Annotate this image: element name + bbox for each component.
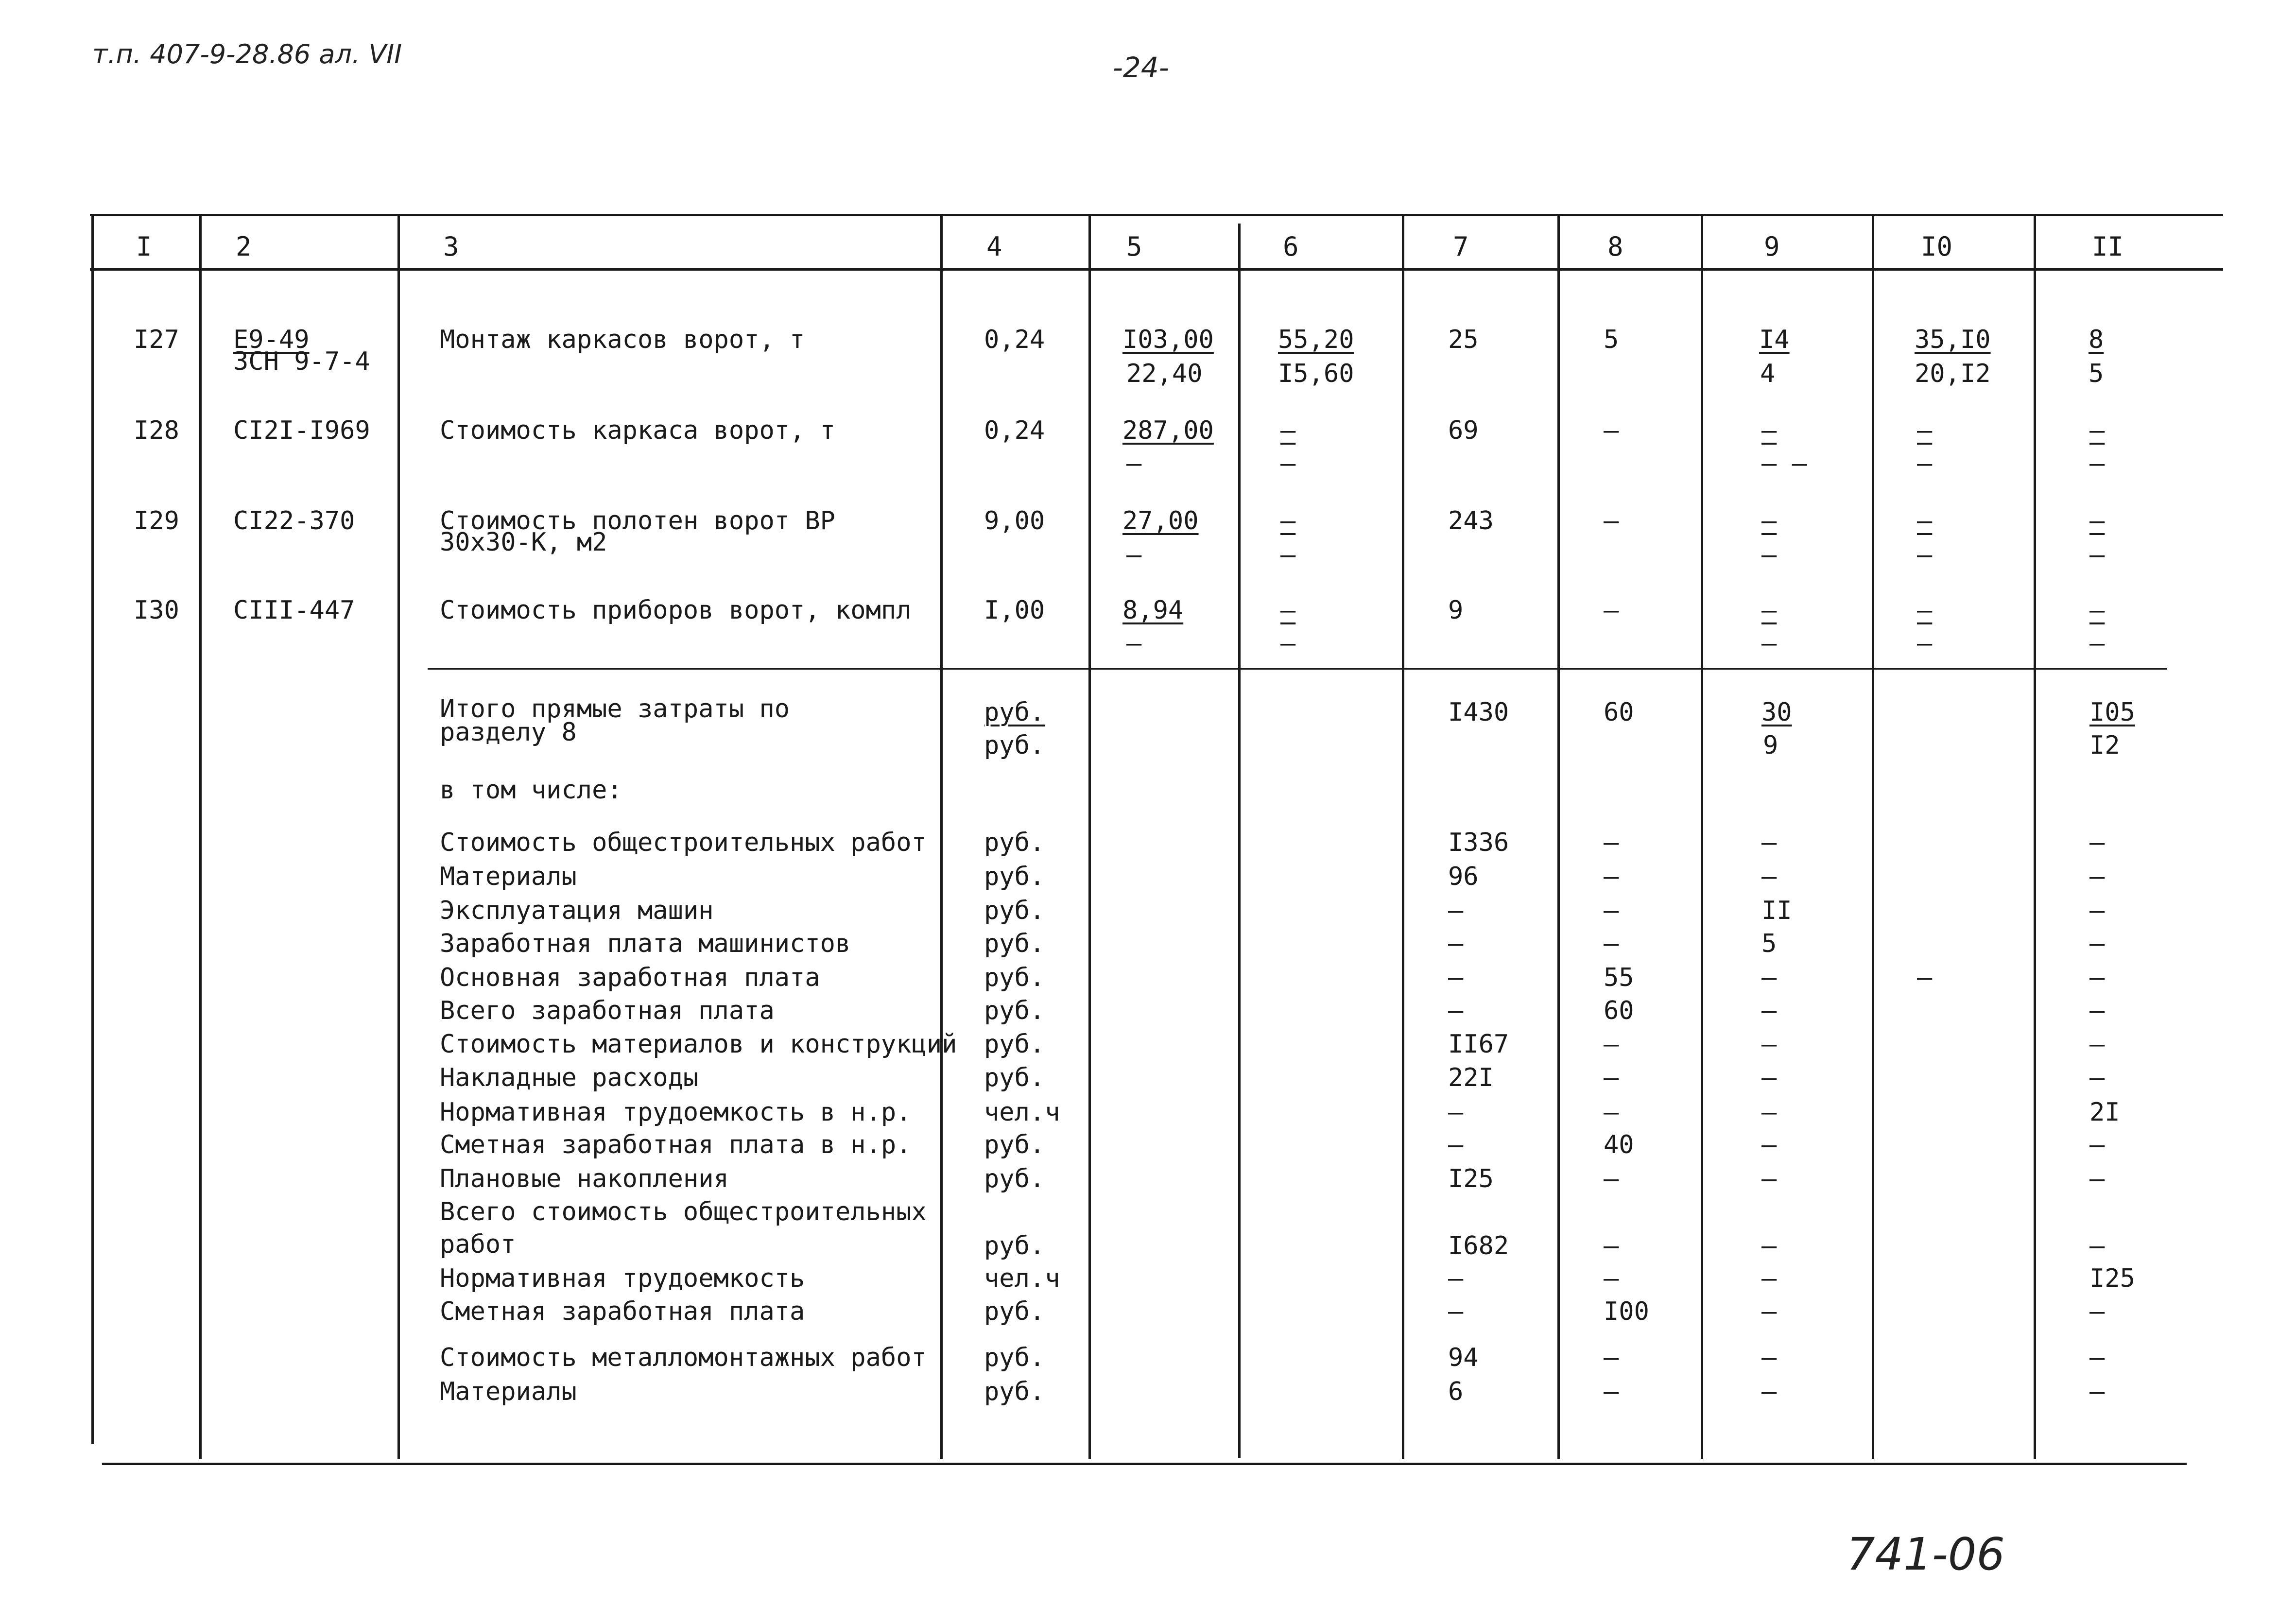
summary-unit: руб. bbox=[984, 963, 1045, 992]
summary-col8: – bbox=[1604, 1231, 1619, 1261]
summary-label: Стоимость общестроительных работ bbox=[440, 828, 927, 857]
summary-label: Материалы bbox=[440, 1377, 577, 1406]
summary-col11: – bbox=[2089, 896, 2105, 925]
summary-col11: I25 bbox=[2089, 1264, 2135, 1293]
summary-col11: – bbox=[2089, 929, 2105, 958]
col-border-4 bbox=[1088, 215, 1091, 1459]
summary-label: Стоимость материалов и конструкций bbox=[440, 1030, 957, 1059]
summary-col11: – bbox=[2089, 1297, 2105, 1326]
column-header: 9 bbox=[1764, 231, 1780, 262]
summary-label: Плановые накопления bbox=[440, 1164, 729, 1193]
col-border-5 bbox=[1238, 224, 1241, 1458]
summary-col7: – bbox=[1448, 896, 1464, 925]
summary-col7: – bbox=[1448, 963, 1464, 992]
summary-col7: – bbox=[1448, 1098, 1464, 1127]
summary-col8: 55 bbox=[1604, 963, 1634, 992]
summary-col9: – bbox=[1761, 1030, 1777, 1059]
summary-label: Эксплуатация машин bbox=[440, 896, 714, 925]
col-border-10 bbox=[2034, 215, 2036, 1459]
summary-col9: 5 bbox=[1761, 929, 1777, 958]
table-bottom-rule bbox=[102, 1463, 2187, 1465]
cell-col10: 35,I0 bbox=[1915, 325, 1991, 354]
row-quantity: 0,24 bbox=[984, 325, 1045, 354]
cell-col6: 55,20 bbox=[1278, 325, 1354, 354]
cell-col6: – bbox=[1280, 540, 1296, 570]
column-header: 7 bbox=[1453, 231, 1469, 262]
summary-unit: чел.ч bbox=[984, 1098, 1060, 1127]
row-number: I30 bbox=[134, 596, 179, 625]
row-number: I28 bbox=[134, 416, 179, 445]
cell-col9: – bbox=[1761, 416, 1777, 445]
summary-unit: руб. bbox=[984, 996, 1045, 1025]
summary-col8: – bbox=[1604, 862, 1619, 891]
cell-col6: – bbox=[1280, 596, 1296, 625]
summary-col7: 22I bbox=[1448, 1063, 1494, 1092]
cell-col8: 5 bbox=[1604, 325, 1619, 354]
handwritten-code: 741-06 bbox=[1847, 1528, 2005, 1580]
summary-col11: – bbox=[2089, 1343, 2105, 1372]
cell-col6: – bbox=[1280, 416, 1296, 445]
summary-col8: – bbox=[1604, 929, 1619, 958]
row-code: СIII-447 bbox=[233, 596, 355, 625]
column-header: 2 bbox=[236, 231, 252, 262]
col-border-left bbox=[91, 215, 94, 1444]
cell-col10: 20,I2 bbox=[1915, 359, 1991, 388]
cell-col6: I5,60 bbox=[1278, 359, 1354, 388]
summary-col8: – bbox=[1604, 1377, 1619, 1406]
summary-col9: – bbox=[1761, 1264, 1777, 1293]
summary-label: работ bbox=[440, 1230, 516, 1259]
col-border-7 bbox=[1557, 215, 1560, 1459]
column-header: 4 bbox=[986, 231, 1002, 262]
cell-col10: – bbox=[1917, 596, 1933, 625]
summary-col11: – bbox=[2089, 996, 2105, 1025]
column-header: II bbox=[2092, 231, 2124, 262]
row-name: Стоимость полотен ворот ВР bbox=[440, 506, 835, 536]
summary-col11: – bbox=[2089, 1130, 2105, 1159]
cell-col9: – bbox=[1761, 629, 1777, 658]
total-col8: 60 bbox=[1604, 698, 1634, 727]
cell-col8: – bbox=[1604, 416, 1619, 445]
total-unit: руб. bbox=[984, 731, 1045, 760]
summary-col8: – bbox=[1604, 1343, 1619, 1372]
summary-col11: – bbox=[2089, 1231, 2105, 1261]
col-border-6 bbox=[1402, 215, 1404, 1459]
cell-col11: – bbox=[2089, 506, 2105, 536]
summary-unit: руб. bbox=[984, 1343, 1045, 1372]
summary-col8: – bbox=[1604, 896, 1619, 925]
cell-col11: – bbox=[2089, 596, 2105, 625]
summary-col7: I336 bbox=[1448, 828, 1509, 857]
column-header: 3 bbox=[443, 231, 459, 262]
total-col9: 30 bbox=[1761, 698, 1792, 727]
row-name: 30х30-К, м2 bbox=[440, 528, 607, 557]
summary-col9: – bbox=[1761, 1297, 1777, 1326]
column-header: 8 bbox=[1607, 231, 1623, 262]
summary-col8: I00 bbox=[1604, 1297, 1649, 1326]
summary-col11: – bbox=[2089, 1377, 2105, 1406]
row-quantity: 9,00 bbox=[984, 506, 1045, 536]
cell-col7: 69 bbox=[1448, 416, 1479, 445]
summary-unit: руб. bbox=[984, 1377, 1045, 1406]
summary-label: Стоимость металломонтажных работ bbox=[440, 1343, 927, 1372]
cell-col10: – bbox=[1917, 540, 1933, 570]
col-border-2 bbox=[397, 215, 400, 1459]
total-label: Итого прямые затраты по bbox=[440, 694, 790, 724]
summary-col11: – bbox=[2089, 862, 2105, 891]
row-name: Монтаж каркасов ворот, т bbox=[440, 325, 805, 354]
summary-label: Заработная плата машинистов bbox=[440, 929, 851, 958]
summary-col8: – bbox=[1604, 828, 1619, 857]
summary-unit: руб. bbox=[984, 1030, 1045, 1059]
total-col9: 9 bbox=[1763, 731, 1778, 760]
summary-col9: – bbox=[1761, 828, 1777, 857]
row-number: I29 bbox=[134, 506, 179, 536]
summary-unit: руб. bbox=[984, 828, 1045, 857]
cell-col9: – bbox=[1761, 596, 1777, 625]
summary-col7: I682 bbox=[1448, 1231, 1509, 1261]
total-unit: руб. bbox=[984, 698, 1045, 727]
summary-col9: – bbox=[1761, 1098, 1777, 1127]
summary-label: Сметная заработная плата в н.р. bbox=[440, 1130, 912, 1159]
cell-col10: – bbox=[1917, 449, 1933, 478]
cell-col10: – bbox=[1917, 629, 1933, 658]
summary-col9: – bbox=[1761, 862, 1777, 891]
cell-col8: – bbox=[1604, 596, 1619, 625]
cell-col5: – bbox=[1126, 629, 1142, 658]
summary-unit: руб. bbox=[984, 1063, 1045, 1092]
summary-unit: руб. bbox=[984, 896, 1045, 925]
col-border-9 bbox=[1872, 215, 1874, 1459]
row-code: Е9-49 bbox=[233, 325, 310, 354]
total-col11: I2 bbox=[2089, 731, 2120, 760]
summary-label: Нормативная трудоемкость bbox=[440, 1264, 805, 1293]
cell-col11: 8 bbox=[2089, 325, 2104, 354]
summary-col7: – bbox=[1448, 929, 1464, 958]
summary-unit: руб. bbox=[984, 1164, 1045, 1193]
summary-col9: – bbox=[1761, 996, 1777, 1025]
column-header: I bbox=[136, 231, 152, 262]
cell-col8: – bbox=[1604, 506, 1619, 536]
summary-label: Нормативная трудоемкость в н.р. bbox=[440, 1098, 912, 1127]
cell-col9: – bbox=[1761, 506, 1777, 536]
summary-col11: 2I bbox=[2089, 1098, 2120, 1127]
summary-col10: – bbox=[1917, 963, 1933, 992]
summary-col8: 60 bbox=[1604, 996, 1634, 1025]
summary-col9: – bbox=[1761, 1130, 1777, 1159]
summary-col7: — bbox=[1448, 1264, 1464, 1293]
cell-col7: 243 bbox=[1448, 506, 1494, 536]
summary-col11: – bbox=[2089, 963, 2105, 992]
col-border-8 bbox=[1701, 215, 1703, 1459]
summary-col8: 40 bbox=[1604, 1130, 1634, 1159]
summary-col7: 94 bbox=[1448, 1343, 1479, 1372]
summary-label: Материалы bbox=[440, 862, 577, 891]
summary-col11: – bbox=[2089, 1030, 2105, 1059]
row-code: СI2I-I969 bbox=[233, 416, 370, 445]
table-top-rule bbox=[90, 214, 2223, 216]
cell-col6: – bbox=[1280, 629, 1296, 658]
summary-col7: II67 bbox=[1448, 1030, 1509, 1059]
summary-col9: – bbox=[1761, 963, 1777, 992]
cell-col7: 25 bbox=[1448, 325, 1479, 354]
row-name: Стоимость каркаса ворот, т bbox=[440, 416, 835, 445]
table-header-rule bbox=[90, 268, 2223, 271]
summary-col11: – bbox=[2089, 828, 2105, 857]
cell-col9: 4 bbox=[1760, 359, 1776, 388]
row-number: I27 bbox=[134, 325, 179, 354]
cell-col5: 22,40 bbox=[1126, 359, 1203, 388]
summary-unit: руб. bbox=[984, 862, 1045, 891]
summary-unit: руб. bbox=[984, 1130, 1045, 1159]
cell-col5: 287,00 bbox=[1122, 416, 1214, 445]
summary-col8: – bbox=[1604, 1098, 1619, 1127]
cell-col11: 5 bbox=[2089, 359, 2104, 388]
col-border-3 bbox=[940, 215, 943, 1459]
summary-col7: – bbox=[1448, 1130, 1464, 1159]
section-divider-rule bbox=[428, 668, 2167, 670]
total-col7: I430 bbox=[1448, 698, 1509, 727]
summary-unit: руб. bbox=[984, 929, 1045, 958]
cell-col6: – bbox=[1280, 449, 1296, 478]
summary-label: Всего стоимость общестроительных bbox=[440, 1197, 927, 1227]
row-code: ЗСН 9-7-4 bbox=[233, 347, 370, 376]
page-number: -24- bbox=[1113, 51, 1169, 84]
summary-col8: – bbox=[1604, 1264, 1619, 1293]
summary-col9: – bbox=[1761, 1343, 1777, 1372]
cell-col11: – bbox=[2089, 449, 2105, 478]
row-quantity: I,00 bbox=[984, 596, 1045, 625]
summary-col11: – bbox=[2089, 1164, 2105, 1193]
cell-col11: – bbox=[2089, 416, 2105, 445]
summary-col9: – bbox=[1761, 1231, 1777, 1261]
summary-col7: 96 bbox=[1448, 862, 1479, 891]
summary-col8: – bbox=[1604, 1030, 1619, 1059]
cell-col5: 8,94 bbox=[1122, 596, 1184, 625]
column-header: 6 bbox=[1283, 231, 1299, 262]
cell-col5: – bbox=[1126, 540, 1142, 570]
cell-col6: – bbox=[1280, 506, 1296, 536]
row-name: Стоимость приборов ворот, компл bbox=[440, 596, 912, 625]
cell-col10: – bbox=[1917, 506, 1933, 536]
row-quantity: 0,24 bbox=[984, 416, 1045, 445]
summary-col9: – bbox=[1761, 1377, 1777, 1406]
cell-col5: – bbox=[1126, 449, 1142, 478]
summary-col9: II bbox=[1761, 896, 1792, 925]
summary-col7: – bbox=[1448, 996, 1464, 1025]
col-border-1 bbox=[199, 215, 202, 1459]
total-col11: I05 bbox=[2089, 698, 2135, 727]
total-label: разделу 8 bbox=[440, 718, 577, 747]
summary-label: Основная заработная плата bbox=[440, 963, 820, 992]
summary-col7: – bbox=[1448, 1297, 1464, 1326]
summary-unit: руб. bbox=[984, 1297, 1045, 1326]
summary-col7: I25 bbox=[1448, 1164, 1494, 1193]
cell-col11: – bbox=[2089, 540, 2105, 570]
summary-col8: – bbox=[1604, 1063, 1619, 1092]
document-code: т.п. 407-9-28.86 ал. VII bbox=[92, 39, 402, 69]
cell-col9: I4 bbox=[1759, 325, 1790, 354]
summary-col7: 6 bbox=[1448, 1377, 1464, 1406]
cell-col9: – bbox=[1761, 540, 1777, 570]
cell-col11: – bbox=[2089, 629, 2105, 658]
summary-label: Накладные расходы bbox=[440, 1063, 699, 1092]
summary-label: Всего заработная плата bbox=[440, 996, 775, 1025]
cell-col5: 27,00 bbox=[1122, 506, 1199, 536]
summary-unit: чел.ч bbox=[984, 1264, 1060, 1293]
summary-unit: руб. bbox=[984, 1231, 1045, 1261]
cell-col5: I03,00 bbox=[1122, 325, 1214, 354]
column-header: I0 bbox=[1921, 231, 1953, 262]
column-header: 5 bbox=[1126, 231, 1142, 262]
summary-col9: – bbox=[1761, 1164, 1777, 1193]
summary-col8: – bbox=[1604, 1164, 1619, 1193]
summary-label: Сметная заработная плата bbox=[440, 1297, 805, 1326]
summary-col11: – bbox=[2089, 1063, 2105, 1092]
summary-col9: – bbox=[1761, 1063, 1777, 1092]
cell-col10: – bbox=[1917, 416, 1933, 445]
cell-col7: 9 bbox=[1448, 596, 1464, 625]
including-label: в том числе: bbox=[440, 776, 622, 805]
row-code: СI22-370 bbox=[233, 506, 355, 536]
cell-col9: – – bbox=[1761, 449, 1807, 478]
